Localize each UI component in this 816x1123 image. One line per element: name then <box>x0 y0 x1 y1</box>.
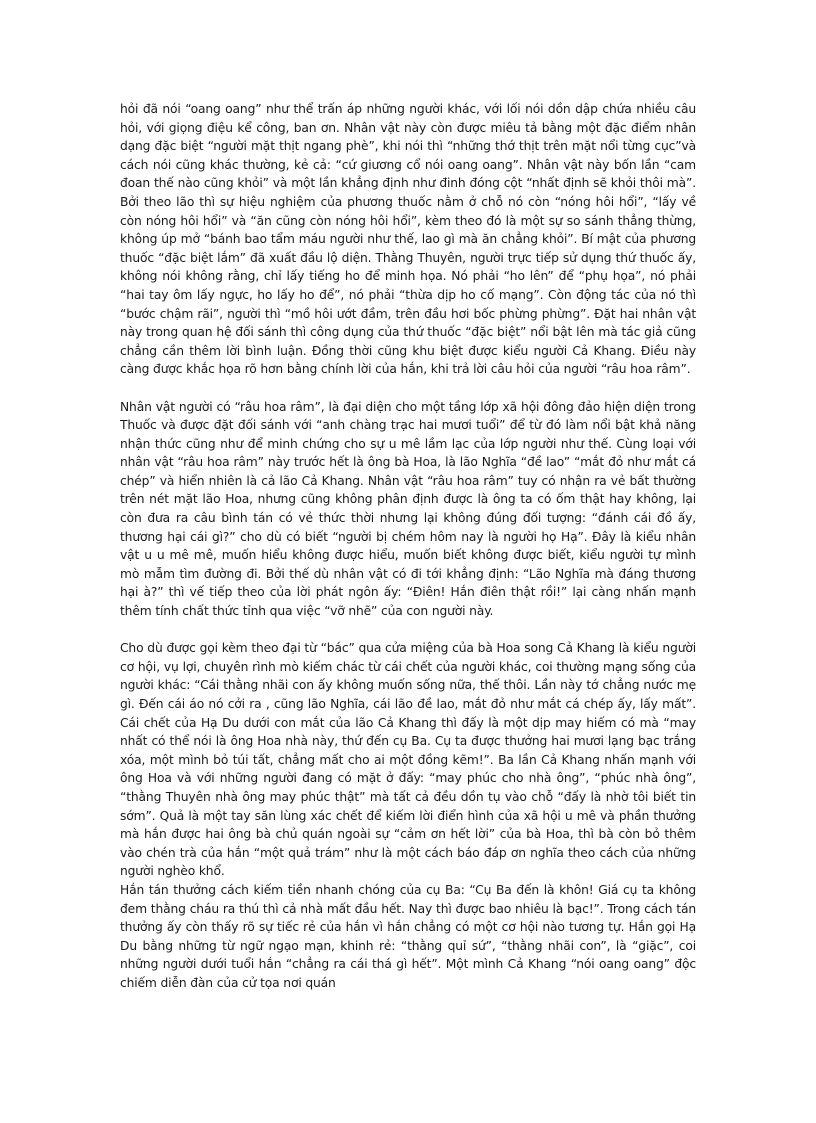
document-page <box>120 100 696 993</box>
paragraph-3: Cho dù được gọi kèm theo đại từ “bác” qua cửa miệng của bà Hoa song Cả Khang là kiểu người cơ hội, vụ lợi, chuyên rình mò kiếm chác từ cái chết của người khác, coi thường mạng sống của người khác: “Cái thằng nhãi con ấy không muốn sống nữa, thế thôi. Lần này tớ chẳng nước mẹ gì. Đến cái áo nó cởi ra , cũng lão Nghĩa, cái lão đề lao, mắt đỏ như mắt cá chép ấy, lấy mất”. Cái chết của Hạ Du dưới con mắt của lão Cả Khang thì đấy là một dịp may hiếm có mà “may nhất có thể nói là ông Hoa nhà này, thứ đến cụ Ba. Cụ ta được thưởng hai mươi lạng bạc trắng xóa, một mình bỏ túi tất, chẳng mất cho ai một đồng kẽm!”. Ba lần Cả Khang nhấn mạnh với ông Hoa và với những người đang có mặt ở đấy: “may phúc cho nhà ông”, “phúc nhà ông”, “thằng Thuyên nhà ông may phúc thật” mà tất cả đều dồn tụ vào chỗ “đấy là nhờ tôi biết tin sớm”. Quả là một tay săn lùng xác chết để kiếm lời điển hình của xã hội u mê và phần thưởng mà hắn được hai ông bà chủ quán ngoài sự “cảm ơn hết lời” của bà Hoa, thì bà còn bỏ thêm vào chén trà của hắn “một quả trám” như là một cách báo đáp ơn nghĩa theo cách của những người nghèo khổ. <box>120 641 696 879</box>
paragraph-2: Nhân vật người có “râu hoa râm”, là đại diện cho một tầng lớp xã hội đông đảo hiện diện trong Thuốc và được đặt đối sánh với “anh chàng trạc hai mươi tuổi” để từ đó làm nổi bật khả năng nhận thức cũng như để minh chứng cho sự u mê lầm lạc của lớp người như thế. Cùng loại với nhân vật “râu hoa râm” này trước hết là ông bà Hoa, là lão Nghĩa “đề lao” “mắt đỏ như mắt cá chép” và hiển nhiên là cả lão Cả Khang. Nhân vật “râu hoa râm” tuy có nhận ra vẻ bất thường trên nét mặt lão Hoa, nhưng cũng không phân định được là ông ta có ốm thật hay không, lại còn đưa ra câu bình tán có vẻ thức thời nhưng lại không đúng đối tượng: “đánh cái đồ ấy, thương hại cái gì?” cho dù có biết “người bị chém hôm nay là người họ Hạ”. Đây là kiểu nhân vật u u mê mê, muốn hiểu không được hiểu, muốn biết không được biết, kiểu người tự mình mò mẫm tìm đường đi. Bởi thế dù nhân vật có đi tới khẳng định: “Lão Nghĩa mà đáng thương hại à?” thì vế tiếp theo của lời phát ngôn ấy: “Điên! Hắn điên thật rồi!” lại càng nhấn mạnh thêm tính chất thức tỉnh qua việc “vỡ nhẽ” của con người này. <box>120 399 696 619</box>
paragraph-1: hỏi đã nói “oang oang” như thể trấn áp những người khác, với lối nói dồn dập chứa nhiều câu hỏi, với giọng điệu kể công, ban ơn. Nhân vật này còn được miêu tả bằng một đặc điểm nhân dạng đặc biệt “người mặt thịt ngang phè”, khi nói thì “những thớ thịt trên mặt nổi từng cục”và cách nói cũng khác thường, kẻ cả: “cứ giương cổ nói oang oang”. Nhân vật này bốn lần “cam đoan thế nào cũng khỏi” và một lần khẳng định như đinh đóng cột “nhất định sẽ khỏi thôi mà”. Bởi theo lão thì sự hiệu nghiệm của phương thuốc nằm ở chỗ nó còn “nóng hôi hổi”, “lấy về còn nóng hôi hổi” và “ăn cũng còn nóng hôi hổi”, kèm theo đó là một sự so sánh thẳng thừng, không úp mở “bánh bao tẩm máu người như thế, lao gì mà ăn chẳng khỏi”. Bí mật của phương thuốc “đặc biệt lắm” đã xuất đầu lộ diện. Thằng Thuyên, người trực tiếp sử dụng thứ thuốc ấy, không nói không rằng, chỉ lấy tiếng ho để minh họa. Nó phải “ho lên” để “phụ họa”, nó phải “hai tay ôm lấy ngực, ho lấy ho để”, nó phải “thừa dịp ho cố mạng”. Còn động tác của nó thì “bước chậm rãi”, người thì “mồ hôi ướt đầm, trên đầu hơi bốc phừng phừng”. Đặt hai nhân vật này trong quan hệ đối sánh thì công dụng của thứ thuốc “đặc biệt” nổi bật lên mà tác giả cũng chẳng cần thêm lời bình luận. Đồng thời cũng khu biệt được kiểu người Cả Khang. Điều này càng được khắc họa rõ hơn bằng chính lời của hắn, khi trả lời câu hỏi của người “râu hoa râm”. <box>120 102 696 377</box>
paragraph-4: Hắn tán thưởng cách kiếm tiền nhanh chóng của cụ Ba: “Cụ Ba đến là khôn! Giá cụ ta không đem thằng cháu ra thú thì cả nhà mất đầu hết. Nay thì được bao nhiêu là bạc!”. Trong cách tán thưởng ấy còn thấy rõ sự tiếc rẻ của hắn vì hắn chẳng có một cơ hội nào tương tự. Hắn gọi Hạ Du bằng những từ ngữ ngạo mạn, khinh rẻ: “thằng quỉ sứ”, “thằng nhãi con”, là “giặc”, coi những người dưới tuổi hắn “chẳng ra cái thá gì hết”. Một mình Cả Khang “nói oang oang” độc chiếm diễn đàn của cử tọa nơi quán <box>120 882 696 990</box>
